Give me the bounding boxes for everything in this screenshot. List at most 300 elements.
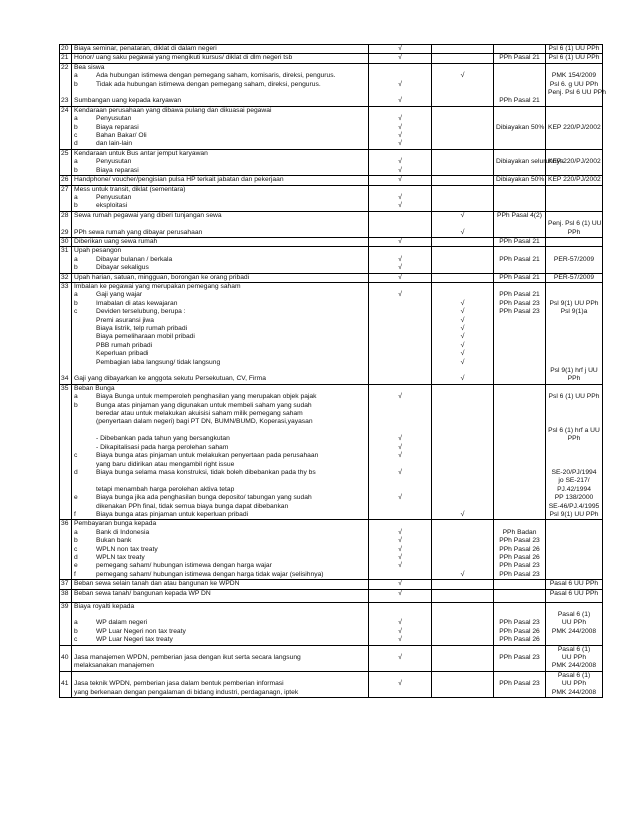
row-number — [60, 194, 72, 202]
row-description — [72, 185, 369, 194]
table-row — [60, 602, 603, 611]
legal-reference: KEP 220/PJ/2002 — [546, 158, 603, 166]
pph-treatment — [494, 611, 546, 619]
row-number — [60, 619, 72, 627]
row-description — [72, 220, 369, 228]
deductible-check — [369, 359, 432, 367]
table-row — [60, 115, 603, 123]
non-deductible-check — [432, 176, 494, 185]
row-description — [72, 671, 369, 680]
table-row — [60, 97, 603, 106]
deductible-check — [369, 72, 432, 80]
non-deductible-check — [432, 662, 494, 671]
deductible-check — [369, 300, 432, 308]
table-row — [60, 427, 603, 435]
table-row — [60, 247, 603, 256]
non-deductible-check — [432, 494, 494, 502]
deductible-check — [369, 350, 432, 358]
non-deductible-check — [432, 410, 494, 418]
row-number — [60, 317, 72, 325]
row-description-text: Biaya bunga jika ada penghasilan bunga deposito/ tabungan yang sudah — [96, 494, 312, 502]
row-number — [60, 452, 72, 460]
row-description-text: Imabalan di atas kewajaran — [96, 299, 178, 307]
non-deductible-check — [432, 106, 494, 115]
row-sub-letter: a — [74, 619, 78, 627]
table-row — [60, 342, 603, 350]
row-description — [72, 580, 369, 589]
table-row — [60, 689, 603, 698]
pph-treatment — [494, 444, 546, 452]
table-row — [60, 410, 603, 418]
row-description-text: - Dibebankan pada tahun yang bersangkutan — [96, 435, 230, 443]
row-number — [60, 469, 72, 477]
row-number: 27 — [60, 185, 72, 194]
row-sub-letter: b — [74, 202, 78, 210]
row-number: 28 — [60, 211, 72, 220]
legal-reference — [546, 461, 603, 469]
row-description-text: Pembagian laba langsung/ tidak langsung — [96, 358, 221, 366]
deductible-check: √ — [369, 628, 432, 636]
deductible-check: √ — [369, 537, 432, 545]
row-description — [72, 611, 369, 619]
table-row — [60, 237, 603, 246]
legal-reference — [546, 115, 603, 123]
row-description — [72, 689, 369, 698]
non-deductible-check — [432, 427, 494, 435]
non-deductible-check — [432, 115, 494, 123]
table-row — [60, 167, 603, 176]
row-number: 29 — [60, 229, 72, 238]
deductible-check: √ — [369, 176, 432, 185]
legal-reference — [546, 520, 603, 529]
deductible-check: √ — [369, 546, 432, 554]
row-number: 32 — [60, 273, 72, 282]
deductible-check: √ — [369, 636, 432, 645]
table-row — [60, 220, 603, 228]
row-description-text: Jasa manajemen WPDN, pemberian jasa dengan ikut serta secara langsung — [74, 653, 301, 661]
pph-treatment — [494, 229, 546, 238]
deductible-check: √ — [369, 97, 432, 106]
row-description — [72, 486, 369, 494]
legal-reference: PPh — [546, 435, 603, 443]
row-description-text: yang berkenaan dengan pengalaman di bidang industri, perdaganagn, iptek — [74, 688, 299, 696]
non-deductible-check — [432, 461, 494, 469]
row-description — [72, 106, 369, 115]
non-deductible-check — [432, 529, 494, 537]
non-deductible-check — [432, 645, 494, 654]
row-sub-letter: b — [74, 166, 78, 174]
row-description — [72, 662, 369, 671]
legal-reference: PPh — [546, 375, 603, 384]
row-description — [72, 63, 369, 72]
pph-treatment — [494, 520, 546, 529]
table-row — [60, 628, 603, 636]
row-number — [60, 167, 72, 176]
row-description — [72, 619, 369, 627]
deductible-check — [369, 384, 432, 393]
row-description — [72, 89, 369, 97]
row-description-text: melaksanakan manajemen — [74, 662, 154, 670]
non-deductible-check — [432, 256, 494, 264]
pph-treatment: PPh Pasal 26 — [494, 554, 546, 562]
non-deductible-check: √ — [432, 325, 494, 333]
non-deductible-check: √ — [432, 333, 494, 341]
pph-treatment — [494, 247, 546, 256]
pph-treatment — [494, 494, 546, 502]
row-number — [60, 89, 72, 97]
pph-treatment: PPh Pasal 23 — [494, 654, 546, 662]
deductible-check: √ — [369, 529, 432, 537]
row-description — [72, 72, 369, 80]
non-deductible-check: √ — [432, 571, 494, 580]
deductible-check — [369, 689, 432, 698]
deductible-check — [369, 571, 432, 580]
table-row — [60, 106, 603, 115]
deductible-check: √ — [369, 54, 432, 63]
deductible-check: √ — [369, 554, 432, 562]
row-number — [60, 350, 72, 358]
pph-treatment — [494, 115, 546, 123]
pph-treatment — [494, 359, 546, 367]
row-description-text: Beban sewa tanah/ bangunan kepada WP DN — [74, 589, 211, 597]
row-description — [72, 537, 369, 545]
deductible-check — [369, 671, 432, 680]
table-row — [60, 45, 603, 54]
row-description — [72, 469, 369, 477]
deductible-check — [369, 325, 432, 333]
non-deductible-check — [432, 63, 494, 72]
legal-reference: PER-57/2009 — [546, 273, 603, 282]
non-deductible-check — [432, 689, 494, 698]
legal-reference — [546, 317, 603, 325]
row-description-text: tetapi menambah harga perolehan aktiva tetap — [96, 485, 235, 493]
row-description-text: Ada hubungan istimewa dengan pemegang saham, komisaris, direksi, pengurus. — [96, 72, 336, 80]
row-description — [72, 503, 369, 511]
legal-reference: SE-20/PJ/1994 — [546, 469, 603, 477]
row-description — [72, 149, 369, 158]
table-row — [60, 671, 603, 680]
table-row — [60, 54, 603, 63]
pph-treatment: PPh Pasal 23 — [494, 562, 546, 570]
row-number — [60, 115, 72, 123]
row-description — [72, 291, 369, 299]
pph-treatment — [494, 45, 546, 54]
row-number: 41 — [60, 680, 72, 688]
row-description-text: Biaya Bunga untuk memperoleh penghasilan yang merupakan objek pajak — [96, 393, 317, 401]
pph-treatment — [494, 220, 546, 228]
deductible-check — [369, 63, 432, 72]
legal-reference: Psl 9(1) UU PPh — [546, 300, 603, 308]
pph-treatment — [494, 511, 546, 520]
row-sub-letter: b — [74, 627, 78, 635]
legal-reference — [546, 291, 603, 299]
row-description — [72, 628, 369, 636]
table-row — [60, 132, 603, 140]
non-deductible-check — [432, 628, 494, 636]
row-description-text: Biaya reparasi — [96, 166, 139, 174]
row-description-text: PPh sewa rumah yang dibayar perusahaan — [74, 228, 203, 236]
row-description-text: Penyusutan — [96, 158, 132, 166]
non-deductible-check — [432, 452, 494, 460]
pph-treatment — [494, 185, 546, 194]
legal-reference — [546, 106, 603, 115]
row-number: 30 — [60, 237, 72, 246]
row-description — [72, 393, 369, 401]
pph-treatment — [494, 132, 546, 140]
row-description-text: dan lain-lain — [96, 140, 133, 148]
non-deductible-check — [432, 237, 494, 246]
row-description — [72, 359, 369, 367]
pph-treatment: PPh Pasal 21 — [494, 54, 546, 63]
pph-treatment — [494, 671, 546, 680]
row-description-text: Beban sewa selain tanah dan atau bangunan ke WPDN — [74, 580, 240, 588]
row-number — [60, 359, 72, 367]
legal-reference — [546, 452, 603, 460]
row-description — [72, 636, 369, 645]
non-deductible-check — [432, 602, 494, 611]
row-sub-letter: d — [74, 468, 78, 476]
legal-reference — [546, 342, 603, 350]
pph-treatment: Dibiayakan seluruhnya — [494, 158, 546, 166]
row-description-text: WP Luar Negeri non tax treaty — [96, 627, 186, 635]
deductible-check: √ — [369, 124, 432, 132]
row-number — [60, 435, 72, 443]
table-row — [60, 469, 603, 477]
non-deductible-check — [432, 477, 494, 485]
deductible-check — [369, 503, 432, 511]
pph-treatment — [494, 418, 546, 426]
deductible-check — [369, 220, 432, 228]
non-deductible-check: √ — [432, 229, 494, 238]
pph-treatment — [494, 384, 546, 393]
legal-reference — [546, 602, 603, 611]
row-description-text: Diberikan uang sewa rumah — [74, 237, 158, 245]
row-number — [60, 477, 72, 485]
row-description — [72, 402, 369, 410]
deductible-check: √ — [369, 194, 432, 202]
legal-reference — [546, 167, 603, 176]
row-description-text: Biaya bunga selama masa konstruksi, tidak boleh dibebankan pada thy bs — [96, 468, 316, 476]
deductible-check — [369, 511, 432, 520]
legal-reference: Psl 6 (1) UU PPh — [546, 54, 603, 63]
row-description-text: Sumbangan uang kepada karyawan — [74, 97, 182, 105]
row-description — [72, 444, 369, 452]
row-number: 40 — [60, 654, 72, 662]
row-description-text: Keperluan pribadi — [96, 350, 149, 358]
non-deductible-check — [432, 45, 494, 54]
pph-treatment: PPh Pasal 23 — [494, 619, 546, 627]
table-row — [60, 367, 603, 375]
pph-treatment — [494, 461, 546, 469]
row-description-text: Handphone/ voucher/pengisian pulsa HP terkait jabatan dan pekerjaan — [74, 176, 284, 184]
legal-reference: UU PPh — [546, 654, 603, 662]
non-deductible-check: √ — [432, 342, 494, 350]
row-description — [72, 229, 369, 238]
row-number — [60, 220, 72, 228]
legal-reference — [546, 149, 603, 158]
row-description-text: WPLN tax treaty — [96, 553, 145, 561]
pph-treatment — [494, 375, 546, 384]
row-description-text: Biaya reparasi — [96, 123, 139, 131]
pph-treatment: PPh Pasal 26 — [494, 546, 546, 554]
row-description — [72, 529, 369, 537]
deductible-check: √ — [369, 158, 432, 166]
pph-treatment — [494, 282, 546, 291]
row-description-text: Pembayaran bunga kepada — [74, 520, 157, 528]
row-number: 23 — [60, 97, 72, 106]
row-description — [72, 461, 369, 469]
table-row — [60, 452, 603, 460]
row-sub-letter: a — [74, 158, 78, 166]
non-deductible-check — [432, 636, 494, 645]
pph-treatment: PPh Pasal 23 — [494, 308, 546, 316]
row-sub-letter: a — [74, 528, 78, 536]
pph-treatment: PPh Pasal 23 — [494, 680, 546, 688]
legal-reference — [546, 247, 603, 256]
pph-treatment — [494, 72, 546, 80]
row-number — [60, 444, 72, 452]
pph-treatment — [494, 452, 546, 460]
deductible-check: √ — [369, 469, 432, 477]
row-description-text: Upah harian, satuan, mingguan, borongan ke orang pribadi — [74, 273, 250, 281]
pph-treatment: PPh Pasal 21 — [494, 256, 546, 264]
table-row — [60, 537, 603, 545]
row-description — [72, 350, 369, 358]
table-row — [60, 273, 603, 282]
legal-reference: PPh — [546, 229, 603, 238]
row-number — [60, 636, 72, 645]
legal-reference: Pasal 6 (1) — [546, 611, 603, 619]
pph-treatment: PPh Pasal 21 — [494, 237, 546, 246]
row-sub-letter: c — [74, 308, 78, 316]
row-description — [72, 256, 369, 264]
row-description — [72, 237, 369, 246]
deductible-check — [369, 418, 432, 426]
legal-reference — [546, 202, 603, 211]
row-number — [60, 511, 72, 520]
row-number: 22 — [60, 63, 72, 72]
deductible-check: √ — [369, 167, 432, 176]
legal-reference: Psl 9(1) UU PPh — [546, 511, 603, 520]
legal-reference — [546, 410, 603, 418]
pph-treatment — [494, 602, 546, 611]
row-sub-letter: f — [74, 510, 76, 518]
table-row — [60, 282, 603, 291]
row-number — [60, 393, 72, 401]
deductible-check — [369, 106, 432, 115]
pph-treatment — [494, 589, 546, 598]
row-description-text: pemegang saham/ hubungan istimewa dengan harga tidak wajar (selisihnya) — [96, 570, 324, 578]
row-description-text: Kendaraan perusahaan yang dibawa pulang dan dikuasai pegawai — [74, 106, 272, 114]
row-description-text: Jasa teknik WPDN, pemberian jasa dalam bentuk pemberian informasi — [74, 680, 284, 688]
legal-reference — [546, 350, 603, 358]
row-description — [72, 384, 369, 393]
table-row — [60, 202, 603, 211]
legal-reference — [546, 333, 603, 341]
non-deductible-check — [432, 220, 494, 228]
legal-reference: Psl 6 (1) hrf a UU — [546, 427, 603, 435]
row-description-text: Biaya listrik, telp rumah pribadi — [96, 325, 188, 332]
row-number — [60, 325, 72, 333]
deductible-check: √ — [369, 393, 432, 401]
pph-treatment: PPh Pasal 21 — [494, 273, 546, 282]
deductible-check — [369, 375, 432, 384]
legal-reference: Pasal 6 UU PPh — [546, 589, 603, 598]
pph-treatment — [494, 89, 546, 97]
row-sub-letter: d — [74, 553, 78, 561]
deductible-check — [369, 662, 432, 671]
table-row — [60, 520, 603, 529]
non-deductible-check — [432, 444, 494, 452]
legal-reference: KEP 220/PJ/2002 — [546, 124, 603, 132]
non-deductible-check — [432, 167, 494, 176]
non-deductible-check — [432, 402, 494, 410]
legal-reference — [546, 359, 603, 367]
pph-treatment — [494, 367, 546, 375]
non-deductible-check: √ — [432, 350, 494, 358]
pph-treatment — [494, 477, 546, 485]
non-deductible-check: √ — [432, 72, 494, 80]
non-deductible-check — [432, 264, 494, 273]
non-deductible-check: √ — [432, 375, 494, 384]
row-description-text: Gaji yang wajar — [96, 291, 143, 299]
deductible-check: √ — [369, 680, 432, 688]
row-number — [60, 140, 72, 149]
row-sub-letter: b — [74, 537, 78, 545]
legal-reference: Psl 9(1) hrf j UU — [546, 367, 603, 375]
row-description-text: eksploitasi — [96, 202, 128, 210]
legal-reference: PP 138/2000 — [546, 494, 603, 502]
row-number — [60, 529, 72, 537]
legal-reference: PMK 154/2009 — [546, 72, 603, 80]
table-row — [60, 562, 603, 570]
row-number — [60, 427, 72, 435]
table-row — [60, 72, 603, 80]
pph-treatment — [494, 662, 546, 671]
deductible-check — [369, 402, 432, 410]
table-row — [60, 211, 603, 220]
non-deductible-check — [432, 194, 494, 202]
deductible-check: √ — [369, 562, 432, 570]
row-sub-letter: b — [74, 123, 78, 131]
row-description-text: Kendaraan untuk Bus antar jemput karyawan — [74, 149, 208, 157]
row-description-text: Biaya bunga atas pinjaman untuk melakukan penyertaan pada perusahaan — [96, 452, 319, 460]
row-number: 24 — [60, 106, 72, 115]
pph-treatment: Dibiayakan 50% — [494, 176, 546, 185]
non-deductible-check — [432, 589, 494, 598]
row-number — [60, 546, 72, 554]
row-description — [72, 115, 369, 123]
table-row — [60, 503, 603, 511]
legal-reference: UU PPh — [546, 619, 603, 627]
row-number: 36 — [60, 520, 72, 529]
pph-treatment — [494, 469, 546, 477]
pph-treatment: PPh Pasal 4(2) — [494, 211, 546, 220]
row-description — [72, 317, 369, 325]
non-deductible-check — [432, 393, 494, 401]
row-number — [60, 72, 72, 80]
row-sub-letter: a — [74, 393, 78, 401]
row-sub-letter: b — [74, 401, 78, 409]
table-row — [60, 636, 603, 645]
table-row — [60, 580, 603, 589]
row-description-text: Penyusutan — [96, 115, 132, 123]
pph-treatment: PPh Pasal 23 — [494, 300, 546, 308]
table-row — [60, 359, 603, 367]
non-deductible-check — [432, 140, 494, 149]
pph-treatment — [494, 689, 546, 698]
row-description — [72, 132, 369, 140]
